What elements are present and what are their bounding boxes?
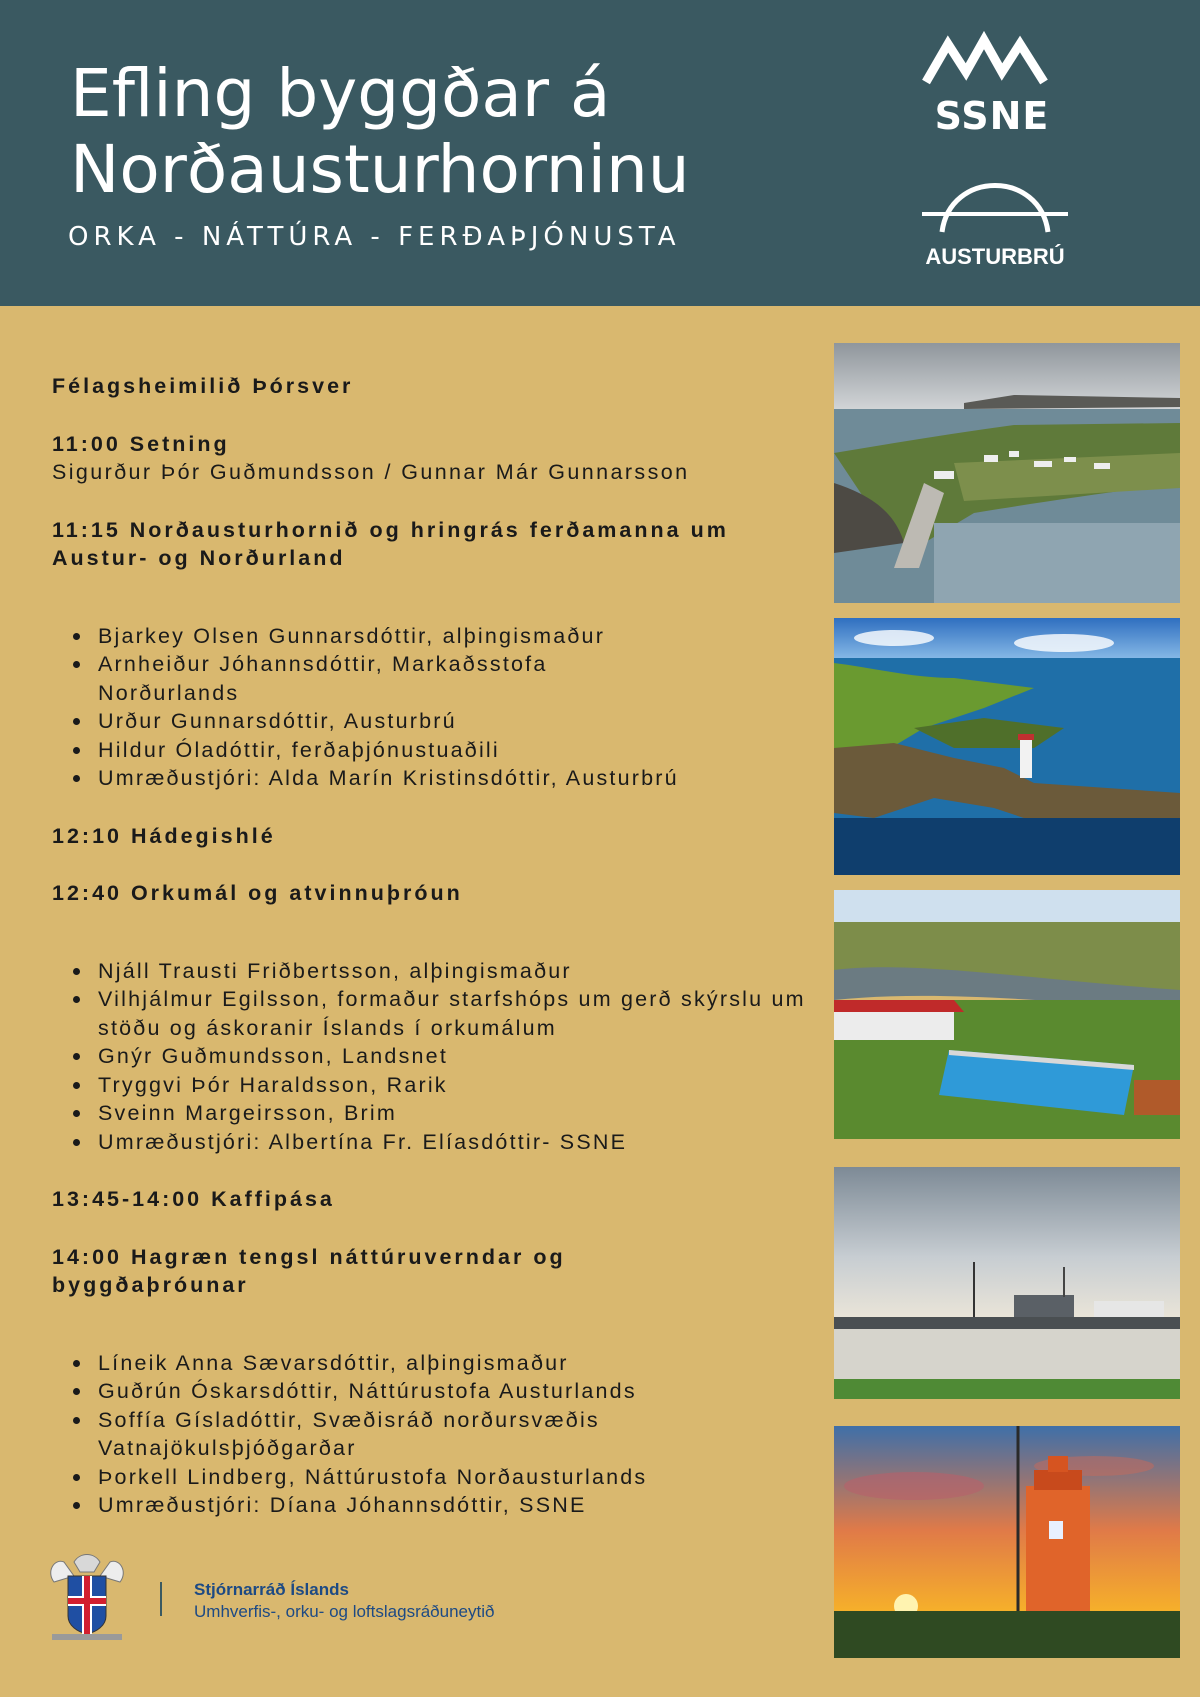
session-heading: 13:45-14:00 Kaffipása (52, 1187, 335, 1211)
photo-swimming-pool-river (834, 890, 1180, 1139)
program-schedule (52, 372, 832, 1520)
photo-lighthouse-sunset (834, 1426, 1180, 1658)
speaker-item: Tryggvi Þór Haraldsson, Rarik (68, 1071, 832, 1100)
session-line: Sigurður Þór Guðmundsson / Gunnar Már Gunnarsson (52, 460, 690, 484)
session-heading-line: 14:00 Hagræn tengsl náttúruverndar og (52, 1244, 566, 1269)
speaker-item: Sveinn Margeirsson, Brim (68, 1099, 832, 1128)
speaker-item: Njáll Trausti Friðbertsson, alþingismaður (68, 957, 832, 986)
photo-coast-lighthouse (834, 618, 1180, 875)
footer-ministry: Umhverfis-, orku- og loftslagsráðuneytið (194, 1602, 495, 1621)
page-title (70, 56, 830, 208)
speaker-item: Umræðustjóri: Alda Marín Kristinsdóttir, Austurbrú (68, 764, 832, 793)
session-heading: 11:00 Setning (52, 431, 230, 456)
session-heading: 12:40 Orkumál og atvinnuþróun (52, 881, 463, 905)
icelandic-coat-of-arms-icon (44, 1552, 130, 1642)
speaker-list (68, 622, 832, 793)
speaker-item (68, 650, 688, 707)
speaker-item: Þorkell Lindberg, Náttúrustofa Norðausturlands (68, 1463, 832, 1492)
title-line-1: Efling byggðar á (70, 55, 611, 132)
session-heading: 12:10 Hádegishlé (52, 823, 276, 848)
austurbru-logo-text: AUSTURBRÚ (925, 244, 1065, 269)
header-banner (0, 0, 1200, 306)
footer-organization: Stjórnarráð Íslands (194, 1580, 349, 1599)
ssne-logo-text: SSNE (934, 94, 1050, 138)
speaker-item: Bjarkey Olsen Gunnarsdóttir, alþingismaður (68, 622, 832, 651)
session-heading-line: byggðaþróunar (52, 1273, 249, 1297)
session-heading-line: 11:15 Norðausturhornið og hringrás ferðamanna um (52, 517, 729, 542)
speaker-item: Guðrún Óskarsdóttir, Náttúrustofa Austurlands (68, 1377, 832, 1406)
speaker-item: Urður Gunnarsdóttir, Austurbrú (68, 707, 832, 736)
speaker-list (68, 1349, 832, 1520)
title-line-2: Norðausturhorninu (70, 131, 690, 208)
austurbru-bridge-logo-icon (920, 160, 1070, 240)
page-subtitle: ORKA - NÁTTÚRA - FERÐAÞJÓNUSTA (68, 222, 681, 252)
speaker-item: Hildur Óladóttir, ferðaþjónustuaðili (68, 736, 832, 765)
venue-name: Félagsheimilið Þórsver (52, 374, 354, 398)
footer-divider (160, 1582, 162, 1616)
speaker-item: Vilhjálmur Egilsson, formaður starfshóps um gerð skýrslu um stöðu og áskoranir Íslands í orkumálum (68, 985, 848, 1042)
speaker-item: Líneik Anna Sævarsdóttir, alþingismaður (68, 1349, 832, 1378)
speaker-item: Umræðustjóri: Díana Jóhannsdóttir, SSNE (68, 1491, 832, 1520)
session-heading-line: Austur- og Norðurland (52, 546, 346, 570)
session-heading (52, 516, 832, 573)
photo-harbour-boats (834, 1167, 1180, 1399)
speaker-item: Gnýr Guðmundsson, Landsnet (68, 1042, 832, 1071)
speaker-item: Soffía Gísladóttir, Svæðisráð norðursvæðis Vatnajökulsþjóðgarðar (68, 1406, 748, 1463)
speaker-list (68, 957, 832, 1157)
photo-aerial-harbour-village (834, 343, 1180, 603)
speaker-text: Arnheiður Jóhannsdóttir, Markaðsstofa Norðurlands (98, 652, 548, 705)
session-heading (52, 1243, 832, 1300)
speaker-item: Umræðustjóri: Albertína Fr. Elíasdóttir- SSNE (68, 1128, 832, 1157)
